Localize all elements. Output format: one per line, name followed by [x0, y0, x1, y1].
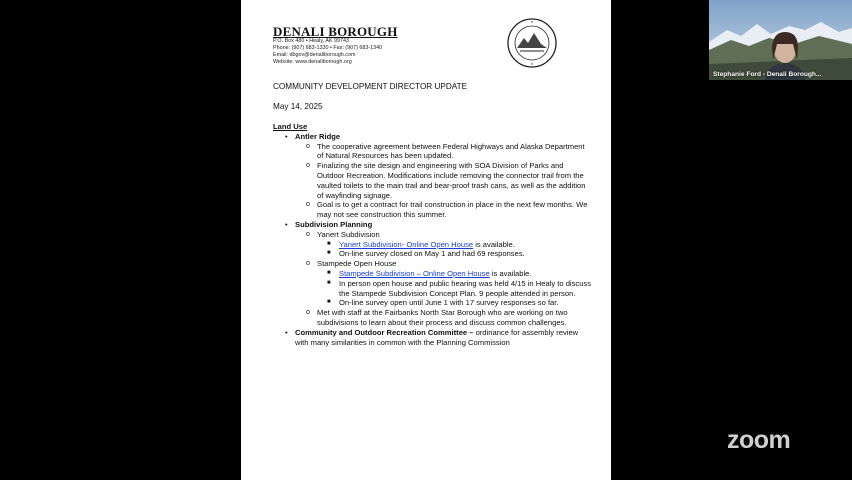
list-item: ■ Yanert Subdivision- Online Open House is available.: [327, 239, 515, 249]
antler-item-agreement: The cooperative agreement between Federal Highways and Alaska Department of Natural Resources has been updated.: [317, 141, 585, 161]
committee-text: ordinance for assembly review with many similarities in common with the Planning Commission: [295, 327, 579, 347]
document-heading: COMMUNITY DEVELOPMENT DIRECTOR UPDATE: [273, 82, 468, 91]
list-item: ■ Stampede Subdivision – Online Open House is available.: [327, 268, 532, 278]
met-staff-item: Met with staff at the Fairbanks North Star Borough who are working on two subdivisions to learn about their process and discuss common challenges.: [317, 308, 568, 327]
antler-item-design: Finalizing the site design and engineering with SOA Division of Parks and Outdoor Recreation. Modifications include removing the connector trail from the vaulted toilets to the main trail and bear-proof trash cans, as well as the addition of wayfinding signage.: [317, 161, 586, 200]
antler-item-goal: Goal is to get a contract for trail construction in place in the next few months. We may not see construction this summer.: [317, 200, 588, 220]
stampede-survey: On-line survey open until June 1 with 17 survey responses so far.: [339, 298, 559, 308]
yanert-title: Yanert Subdivision: [317, 229, 380, 239]
letterhead-address: [273, 38, 382, 66]
website-line: Website: www.denaliborough.org: [273, 59, 352, 65]
list-item: ■ In person open house and public hearing was held 4/15 in Healy to discuss the Stampede Subdivision Concept Plan. 9 people attended in person.: [327, 278, 592, 298]
list-item: ■ On-line survey closed on May 1 and had 69 responses.: [327, 249, 525, 259]
zoom-logo: zoom: [727, 426, 791, 454]
committee-title: Community and Outdoor Recreation Committee –: [295, 327, 474, 337]
document-body: [273, 122, 593, 347]
borough-seal-icon: [507, 18, 557, 68]
antler-ridge-title: Antler Ridge: [295, 131, 341, 141]
participant-video-tile[interactable]: [709, 0, 852, 80]
list-item: o The cooperative agreement between Federal Highways and Alaska Department of Natural Resources has been updated.: [306, 141, 585, 161]
document-date: May 14, 2025: [273, 102, 323, 111]
shared-document: [241, 0, 611, 480]
yanert-open-house-link[interactable]: Yanert Subdivision- Online Open House: [339, 239, 474, 249]
list-item: ■ On-line survey open until June 1 with 17 survey responses so far.: [327, 298, 559, 308]
org-name: DENALI BOROUGH: [273, 24, 398, 39]
stampede-link-suffix: is available.: [489, 268, 532, 278]
yanert-survey: On-line survey closed on May 1 and had 69 responses.: [339, 249, 525, 259]
stampede-title: Stampede Open House: [317, 259, 397, 269]
section-title: Land Use: [273, 122, 308, 131]
list-item: o Finalizing the site design and engineering with SOA Division of Parks and Outdoor Recreation. Modifications include removing the connector trail from the vaulted toilets to the main trail and bear-proof trash cans, as well as the addition of wayfinding signage.: [306, 161, 586, 200]
video-feed-image: [709, 0, 852, 80]
list-item: o Yanert Subdivision: [306, 229, 380, 239]
list-item: o Goal is to get a contract for trail construction in place in the next few months. We may not see construction this summer.: [306, 200, 588, 220]
list-item: o Stampede Open House: [306, 259, 397, 269]
list-item: • Antler Ridge: [285, 131, 341, 141]
address-line: P.O. Box 480 • Healy, AK 99743: [273, 38, 350, 44]
stampede-open-house-link[interactable]: Stampede Subdivision – Online Open House: [339, 268, 490, 278]
participant-name: Stephanie Ford - Denali Borough...: [713, 71, 822, 78]
list-item: • Community and Outdoor Recreation Committee – ordinance for assembly review with many similarities in common with the Planning Commission: [285, 327, 579, 347]
stampede-hearing: In person open house and public hearing was held 4/15 in Healy to discuss the Stampede Subdivision Concept Plan. 9 people attended in person.: [339, 278, 592, 298]
phone-line: Phone: (907) 683-1330 • Fax: (907) 683-1340: [273, 45, 383, 51]
list-item: o Met with staff at the Fairbanks North Star Borough who are working on two subdivisions to learn about their process and discuss common challenges.: [306, 308, 568, 327]
subdivision-title: Subdivision Planning: [295, 219, 373, 229]
yanert-link-suffix: is available.: [473, 239, 515, 249]
email-line: Email: dbgov@denaliborough.com: [273, 52, 356, 58]
list-item: • Subdivision Planning: [285, 219, 373, 229]
